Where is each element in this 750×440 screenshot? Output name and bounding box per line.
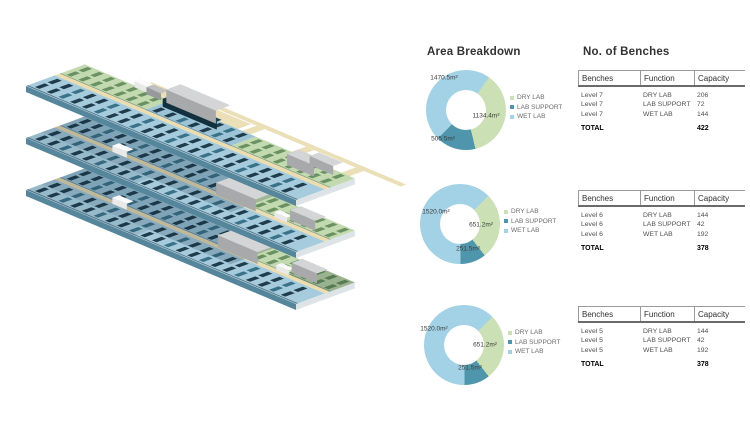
benches-table-level-6 [578,190,745,253]
legend-label: DRY LAB [517,94,545,101]
legend-swatch-icon [510,96,514,100]
table-total-row [578,244,745,253]
legend-swatch-icon [508,331,512,335]
legend-item-wet-lab [510,113,562,120]
cell-function: WET LAB [643,110,673,118]
cell-benches: Level 7 [581,92,603,100]
table-row [578,110,745,119]
legend-swatch-icon [504,219,508,223]
cell-function: WET LAB [643,346,673,354]
cell-capacity: 42 [697,221,705,229]
cell-benches: Level 7 [581,101,603,109]
cell-benches: Level 5 [581,328,603,336]
area-donut-level-5 [420,305,504,385]
donut-value-label: 651.2m² [469,221,493,229]
total-value: 422 [697,125,709,133]
cell-function: DRY LAB [643,212,672,220]
table-row [578,327,745,336]
table-header-row [578,306,745,323]
cell-function: LAB SUPPORT [643,337,691,345]
total-value: 378 [697,245,709,253]
table-body [578,91,745,133]
donut-value-label: 1470.5m² [430,74,458,82]
legend-item-wet-lab [508,348,560,355]
table-row [578,211,745,220]
table-header-cell: Benches [578,191,640,205]
legend-label: WET LAB [515,348,544,355]
legend-label: WET LAB [511,227,540,234]
table-header-row [578,190,745,207]
total-label: TOTAL [581,245,604,253]
total-label: TOTAL [581,125,604,133]
benches-table-level-7 [578,70,745,133]
legend-swatch-icon [508,350,512,354]
cell-benches: Level 5 [581,337,603,345]
donut-value-label: 1520.0m² [422,208,450,216]
legend-label: DRY LAB [511,208,539,215]
table-body [578,327,745,369]
legend-label: LAB SUPPORT [517,103,563,111]
cell-capacity: 144 [697,110,709,118]
cell-benches: Level 6 [581,230,603,238]
legend-label: DRY LAB [515,329,543,336]
benches-title: No. of Benches [583,46,670,58]
legend-item-dry-lab [508,329,560,336]
table-header-row [578,70,745,87]
cell-capacity: 192 [697,230,709,238]
cell-capacity: 42 [697,337,705,345]
donut-legend [504,208,556,234]
benches-table-level-5 [578,306,745,369]
table-header-cell: Benches [578,71,640,85]
cell-function: DRY LAB [643,328,672,336]
legend-swatch-icon [504,210,508,214]
table-row [578,220,745,229]
cell-capacity: 144 [697,328,709,336]
cell-capacity: 192 [697,346,709,354]
table-header-cell: Capacity [694,71,745,85]
cell-capacity: 144 [697,212,709,220]
table-row [578,91,745,100]
table-header-cell: Benches [578,307,640,321]
legend-item-dry-lab [510,94,562,101]
area-donut-level-6 [420,184,500,264]
cell-capacity: 72 [697,101,705,109]
donut-value-label: 1520.0m² [420,325,448,333]
donut-legend [508,329,560,355]
area-breakdown-title: Area Breakdown [427,46,521,58]
table-body [578,211,745,253]
cell-benches: Level 6 [581,221,603,229]
donut-value-label: 505.5m² [431,135,455,143]
cell-function: WET LAB [643,230,673,238]
donut-hole [446,90,486,130]
table-header-cell: Capacity [694,307,745,321]
total-label: TOTAL [581,361,604,369]
table-header-cell: Function [640,191,694,205]
table-total-row [578,360,745,369]
legend-item-lab-support [504,218,556,225]
legend-swatch-icon [504,229,508,233]
table-row [578,346,745,355]
table-row [578,336,745,345]
legend-label: WET LAB [517,113,546,120]
total-value: 378 [697,361,709,369]
cell-capacity: 206 [697,92,709,100]
cell-function: DRY LAB [643,92,672,100]
donut-legend [510,94,562,120]
cell-function: LAB SUPPORT [643,101,691,109]
cell-benches: Level 7 [581,110,603,118]
cell-benches: Level 5 [581,346,603,354]
donut-value-label: 251.5m² [458,364,482,372]
cell-function: LAB SUPPORT [643,221,691,229]
legend-label: LAB SUPPORT [511,217,557,225]
table-header-cell: Capacity [694,191,745,205]
table-total-row [578,124,745,133]
table-row [578,100,745,109]
table-header-cell: Function [640,307,694,321]
area-donut-level-7 [426,70,506,150]
legend-swatch-icon [510,105,514,109]
legend-label: LAB SUPPORT [515,338,561,346]
legend-item-wet-lab [504,227,556,234]
legend-swatch-icon [508,340,512,344]
table-row [578,230,745,239]
donut-value-label: 1134.4m² [472,112,500,120]
table-header-cell: Function [640,71,694,85]
legend-item-lab-support [510,104,562,111]
legend-swatch-icon [510,115,514,119]
legend-item-lab-support [508,339,560,346]
cell-benches: Level 6 [581,212,603,220]
legend-item-dry-lab [504,208,556,215]
donut-value-label: 251.5m² [456,245,480,253]
donut-value-label: 651.2m² [473,341,497,349]
